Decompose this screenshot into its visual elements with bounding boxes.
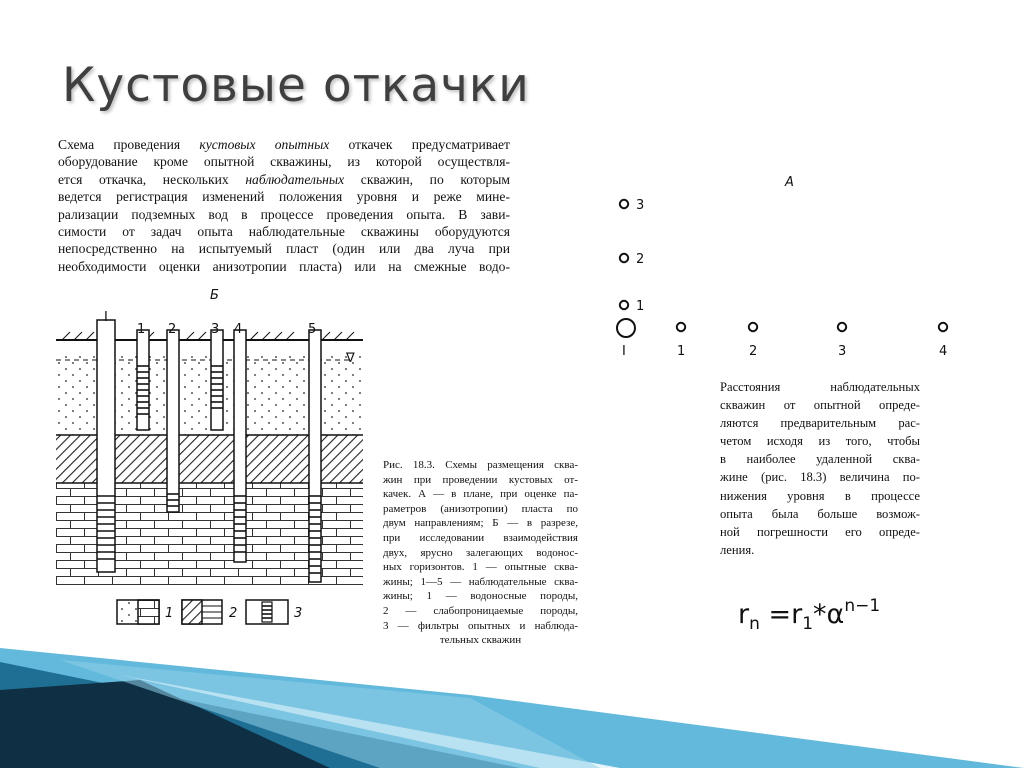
caption-line: жины; 1—5 — наблюдательные сква- [383,575,578,588]
section-legend [117,600,302,624]
paragraph-line: рализации подземных вод в процессе проведения опыта. В зави- [58,206,510,222]
section-label: Б [210,288,219,303]
paragraph-line: необходимости оценки анизотропии пласта) или на смежные водо- [58,258,510,274]
plan-label: А [785,175,794,190]
pumping-well [97,320,115,572]
plan-label-v2: 2 [636,252,645,267]
well-label-1: 1 [137,322,146,337]
paragraph-line: ведется регистрация изменений положения уровня и реже мине- [58,189,510,205]
observation-well-2 [167,330,179,512]
plan-well-v2 [620,254,628,262]
explanation-line: ления. [720,542,755,557]
explanation-line: ной погрешности его опреде- [720,524,920,539]
explanation-line: опыта была больше возмож- [720,506,920,521]
legend-swatch-2a [182,600,202,624]
decorative-band [0,648,1024,768]
caption-line: тельных скважин [439,634,522,647]
explanation-line: нижения уровня в процессе [720,488,920,503]
well-label-4: 4 [234,322,243,337]
distance-formula: $r_n =r_1*\alpha^{n-1}$ [738,596,881,634]
plan-well-h1 [677,323,685,331]
plan-pumping-well [617,319,635,337]
well-label-5: 5 [308,322,317,337]
paragraph-line: непосредственно на испытуемый пласт (один или два луча при [58,241,510,257]
caption-line: 3 — фильтры опытных и наблюда- [383,619,578,632]
plan-view [617,175,947,359]
explanation-line: четом исходя из того, чтобы [720,434,920,449]
plan-well-v1 [620,301,628,309]
figure-caption [383,458,578,648]
caption-line: двум направлениям; Б — в разрезе, [383,517,578,530]
caption-line: при исследовании взаимодействия [383,531,578,544]
caption-line: двух, ярусно залегающих водонос- [383,546,578,559]
legend-label-3: 3 [294,606,303,621]
caption-line: качек. А — в плане, при оценке па- [383,488,578,501]
paragraph-line: Схема проведения кустовых опытных откачек предусматривает [58,137,510,152]
well-label-I: I [104,310,108,325]
explanation-line: ляются предварительным рас- [720,416,920,431]
caption-line: ных горизонтов. 1 — опытные сква- [383,561,578,574]
plan-label-v1: 1 [636,299,645,314]
caption-line: жины; 1 — водоносные породы, [383,590,578,603]
caption-line: жин при проведении кустовых от- [383,473,578,486]
well-label-3: 3 [211,322,220,337]
plan-well-h3 [838,323,846,331]
plan-label-h3: 3 [838,344,847,359]
caption-line: раметров (анизотропии) пласта по [383,502,578,515]
plan-label-h1: 1 [677,344,686,359]
caption-line: 2 — слабопроницаемые породы, [383,604,578,617]
well-label-2: 2 [168,322,177,337]
legend-label-1: 1 [165,606,174,621]
slide-title: Кустовые откачки [62,58,530,113]
paragraph-line: ется откачка, нескольких наблюдательных скважин, по которым [58,171,510,187]
legend-swatch-1b [138,600,159,624]
observation-well-1 [137,330,149,430]
observation-well-3 [211,330,223,430]
plan-well-v3 [620,200,628,208]
plan-label-v3: 3 [636,198,645,213]
observation-well-4 [234,330,246,562]
explanation-line: скважин от опытной опреде- [720,398,920,413]
section-view [56,288,363,624]
plan-label-h4: 4 [939,344,948,359]
explanation-line: жине (рис. 18.3) величина по- [720,470,920,485]
paragraph-line: симости от задач опыта наблюдательные скважины оборудуются [58,224,510,240]
legend-label-2: 2 [229,606,238,621]
plan-label-h2: 2 [749,344,758,359]
caption-line: Рис. 18.3. Схемы размещения сква- [383,459,578,471]
plan-well-h2 [749,323,757,331]
explanation-line: в наиболее удаленной сква- [720,452,920,467]
paragraph-line: оборудование кроме опытной скважины, из которой осуществля- [58,154,510,170]
explanation-line: Расстояния наблюдательных [720,380,920,394]
water-level-symbol: ∇ [346,351,355,366]
plan-label-hI: I [622,344,626,359]
plan-well-h4 [939,323,947,331]
distance-explanation [720,378,920,559]
